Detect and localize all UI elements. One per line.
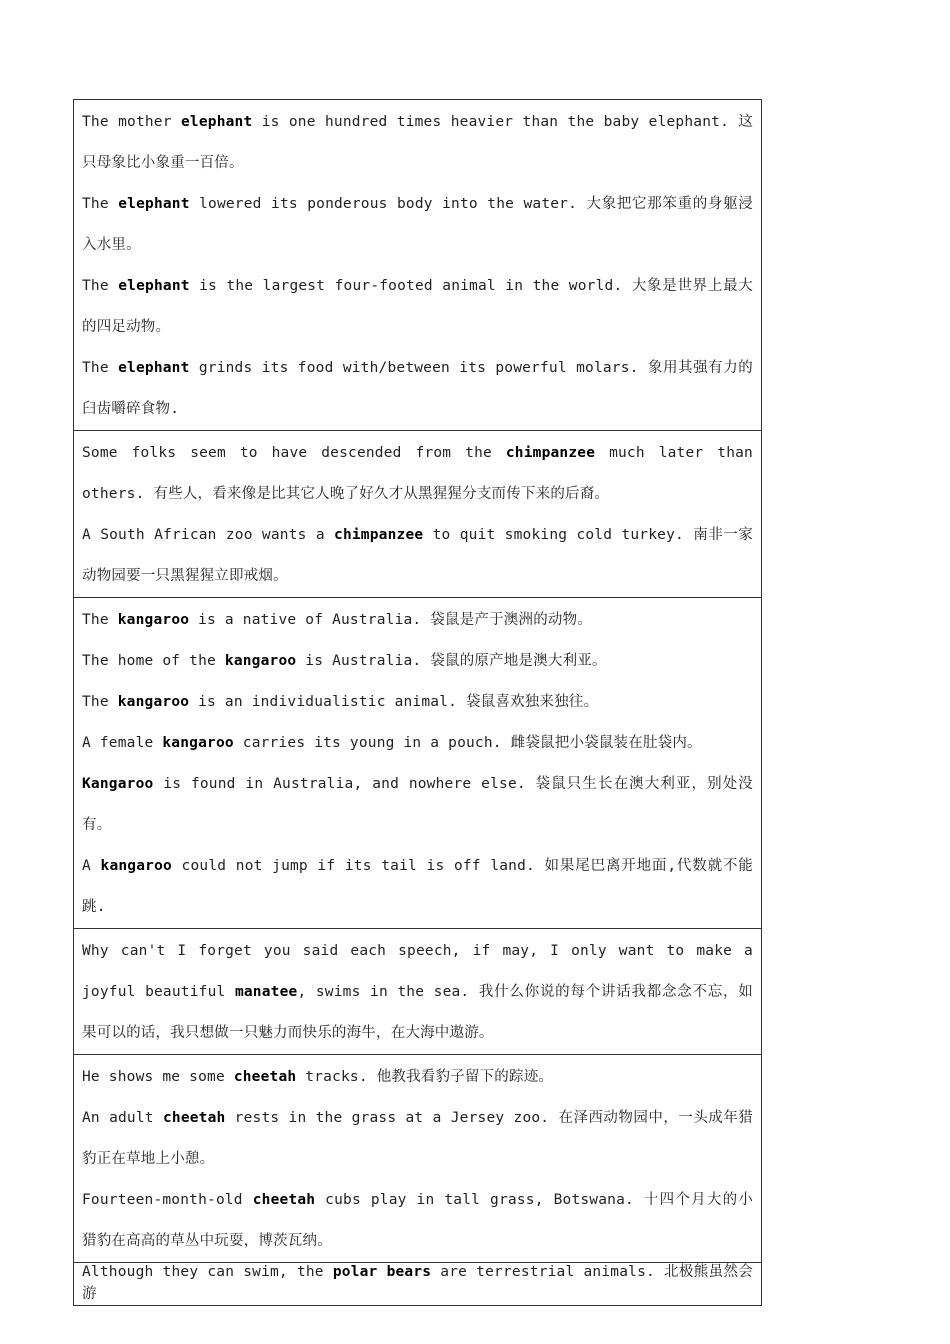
sentence-suffix: is one hundred times heavier than the baby elephant. 这只母象比小象重一百倍。 bbox=[82, 114, 753, 171]
sentence-suffix: are terrestrial animals. 北极熊虽然会游 bbox=[82, 1264, 753, 1302]
sentence-table bbox=[73, 99, 762, 1306]
example-sentence bbox=[82, 931, 753, 1054]
table-cell bbox=[74, 929, 762, 1055]
example-sentence bbox=[82, 682, 753, 723]
example-sentence bbox=[82, 515, 753, 597]
example-sentence bbox=[82, 764, 753, 846]
sentence-prefix: The bbox=[82, 694, 118, 710]
example-sentence bbox=[82, 641, 753, 682]
example-sentence bbox=[82, 723, 753, 764]
keyword: elephant bbox=[118, 278, 190, 294]
sentence-prefix: The bbox=[82, 612, 118, 628]
table-row bbox=[74, 1263, 762, 1306]
keyword: chimpanzee bbox=[505, 445, 596, 461]
sentence-suffix: is found in Australia, and nowhere else. 袋鼠只生长在澳大利亚，别处没有。 bbox=[82, 776, 753, 833]
sentence-prefix: He shows me some bbox=[82, 1069, 234, 1085]
example-sentence bbox=[82, 266, 753, 348]
table-row bbox=[74, 431, 762, 598]
keyword: kangaroo bbox=[162, 735, 234, 751]
table-row bbox=[74, 929, 762, 1055]
table-cell bbox=[74, 1055, 762, 1263]
sentence-suffix: grinds its food with/between its powerful molars. 象用其强有力的臼齿嚼碎食物. bbox=[82, 360, 753, 417]
sentence-suffix: is Australia. 袋鼠的原产地是澳大利亚。 bbox=[296, 653, 607, 669]
example-sentence bbox=[82, 433, 753, 515]
keyword: kangaroo bbox=[117, 612, 190, 628]
keyword: kangaroo bbox=[117, 694, 190, 710]
keyword: cheetah bbox=[233, 1069, 297, 1085]
sentence-prefix: The bbox=[82, 360, 119, 376]
sentence-prefix: Why can't I forget you said each speech, if may, I only want to make a joyful beautiful bbox=[82, 943, 753, 1000]
sentence-suffix: tracks. 他教我看豹子留下的踪迹。 bbox=[296, 1069, 554, 1085]
keyword: cheetah bbox=[162, 1110, 226, 1126]
table-cell bbox=[74, 431, 762, 598]
sentence-prefix: Fourteen-month-old bbox=[82, 1192, 253, 1208]
sentence-suffix: cubs play in tall grass, Botswana. 十四个月大的小猎豹在高高的草丛中玩耍，博茨瓦纳。 bbox=[82, 1192, 753, 1249]
example-sentence bbox=[82, 348, 753, 430]
keyword: polar bears bbox=[332, 1264, 432, 1280]
sentence-prefix: A bbox=[82, 858, 101, 874]
example-sentence bbox=[82, 1263, 753, 1306]
sentence-suffix: lowered its ponderous body into the water. 大象把它那笨重的身躯浸入水里。 bbox=[82, 196, 753, 253]
example-sentence bbox=[82, 184, 753, 266]
sentence-prefix: A South African zoo wants a bbox=[82, 527, 335, 543]
sentence-prefix: The mother bbox=[82, 114, 181, 130]
keyword: manatee bbox=[234, 984, 298, 1000]
keyword: chimpanzee bbox=[334, 527, 424, 543]
sentence-suffix: is the largest four-footed animal in the world. 大象是世界上最大的四足动物。 bbox=[82, 278, 753, 335]
example-sentence bbox=[82, 102, 753, 184]
table-row bbox=[74, 100, 762, 431]
sentence-suffix: , swims in the sea. 我什么你说的每个讲话我都念念不忘，如果可以的话，我只想做一只魅力而快乐的海牛，在大海中遨游。 bbox=[82, 984, 753, 1041]
sentence-suffix: is an individualistic animal. 袋鼠喜欢独来独往。 bbox=[189, 694, 599, 710]
table-row bbox=[74, 1055, 762, 1263]
sentence-table-body bbox=[74, 100, 762, 1306]
sentence-prefix: Although they can swim, the bbox=[82, 1264, 333, 1280]
sentence-prefix: Some folks seem to have descended from the bbox=[82, 445, 506, 461]
sentence-prefix: A female bbox=[82, 735, 163, 751]
table-cell bbox=[74, 598, 762, 929]
table-row bbox=[74, 598, 762, 929]
sentence-prefix: The bbox=[82, 196, 119, 212]
example-sentence bbox=[82, 1180, 753, 1262]
sentence-prefix: The bbox=[82, 278, 119, 294]
sentence-prefix: An adult bbox=[82, 1110, 163, 1126]
table-cell bbox=[74, 100, 762, 431]
keyword: elephant bbox=[118, 196, 190, 212]
example-sentence bbox=[82, 846, 753, 928]
sentence-suffix: carries its young in a pouch. 雌袋鼠把小袋鼠装在肚袋内。 bbox=[233, 735, 702, 751]
keyword: cheetah bbox=[252, 1192, 316, 1208]
sentence-suffix: is a native of Australia. 袋鼠是产于澳洲的动物。 bbox=[189, 612, 592, 628]
sentence-suffix: could not jump if its tail is off land. 如果尾巴离开地面,代数就不能跳. bbox=[82, 858, 753, 915]
sentence-suffix: to quit smoking cold turkey. 南非一家动物园要一只黑猩猩立即戒烟。 bbox=[82, 527, 753, 584]
example-sentence bbox=[82, 1098, 753, 1180]
sentence-suffix: much later than others. 有些人，看来像是比其它人晚了好久才从黑猩猩分支而传下来的后裔。 bbox=[82, 445, 753, 502]
keyword: kangaroo bbox=[100, 858, 172, 874]
example-sentence bbox=[82, 600, 753, 641]
sentence-prefix: The home of the bbox=[82, 653, 225, 669]
keyword: elephant bbox=[118, 360, 190, 376]
sentence-suffix: rests in the grass at a Jersey zoo. 在泽西动物园中，一头成年猎豹正在草地上小憩。 bbox=[82, 1110, 754, 1167]
keyword: elephant bbox=[180, 114, 253, 130]
keyword: Kangaroo bbox=[82, 776, 154, 792]
keyword: kangaroo bbox=[224, 653, 297, 669]
table-cell bbox=[74, 1263, 762, 1306]
example-sentence bbox=[82, 1057, 753, 1098]
